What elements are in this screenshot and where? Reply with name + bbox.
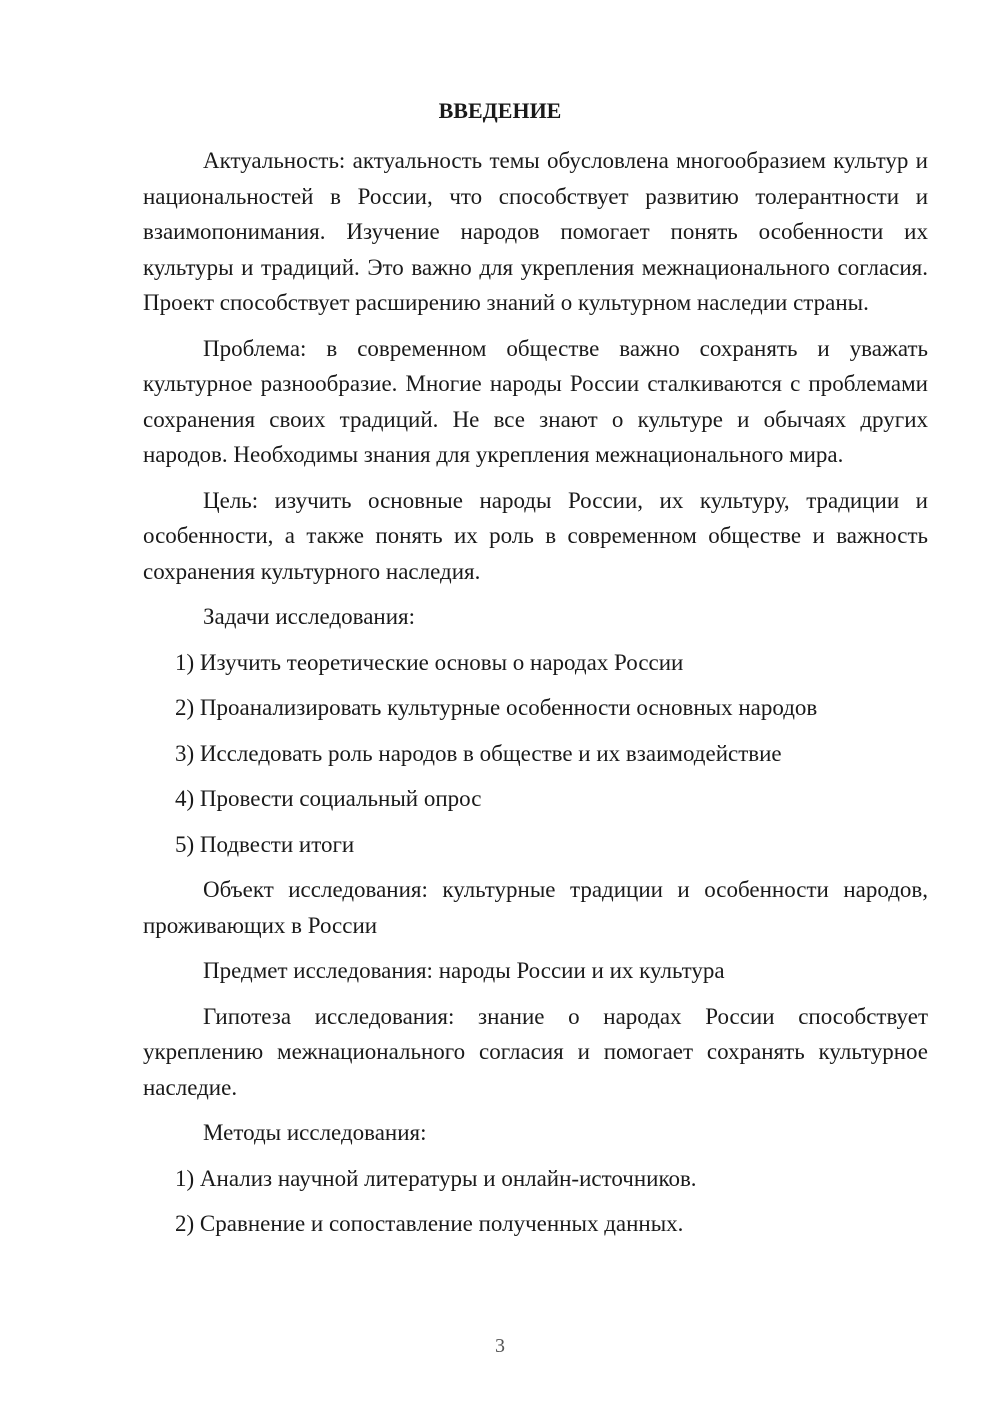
- method-item: 1) Анализ научной литературы и онлайн-источников.: [175, 1165, 697, 1191]
- hypothesis-paragraph: Гипотеза исследования: знание о народах России способствует укреплению межнационального согласия и помогает сохранять культурное наследие.: [143, 1003, 928, 1100]
- task-item: 4) Провести социальный опрос: [175, 786, 482, 811]
- relevance-paragraph: Актуальность: актуальность темы обусловлена многообразием культур и национальностей в России, что способствует развитию толерантности и взаимопонимания. Изучение народов помогает понять особенности их культуры и традиций. Это важно для укрепления межнационального согласия. Проект способствует расширению знаний о культурном наследии страны.: [143, 148, 928, 315]
- task-item: 1) Изучить теоретические основы о народах России: [175, 649, 684, 675]
- document-body: [143, 143, 928, 1242]
- methods-heading: Методы исследования:: [203, 1120, 427, 1145]
- object-paragraph: Объект исследования: культурные традиции и особенности народов, проживающих в России: [143, 877, 928, 938]
- problem-paragraph: Проблема: в современном обществе важно сохранять и уважать культурное разнообразие. Многие народы России сталкиваются с проблемами сохранения своих традиций. Не все знают о культуре и обычаях других народов. Необходимы знания для укрепления межнационального мира.: [143, 335, 928, 467]
- method-item: 2) Сравнение и сопоставление полученных данных.: [175, 1211, 684, 1236]
- subject-paragraph: Предмет исследования: народы России и их культура: [203, 958, 725, 983]
- task-item: 5) Подвести итоги: [175, 831, 355, 857]
- page-title: ВВЕДЕНИЕ: [438, 98, 562, 123]
- page-number: 3: [495, 1335, 505, 1357]
- task-item: 3) Исследовать роль народов в обществе и их взаимодействие: [175, 740, 782, 766]
- task-item: 2) Проанализировать культурные особенности основных народов: [175, 695, 818, 720]
- tasks-heading: Задачи исследования:: [203, 604, 416, 629]
- goal-paragraph: Цель: изучить основные народы России, их культуру, традиции и особенности, а также понять их роль в современном обществе и важность сохранения культурного наследия.: [143, 487, 928, 584]
